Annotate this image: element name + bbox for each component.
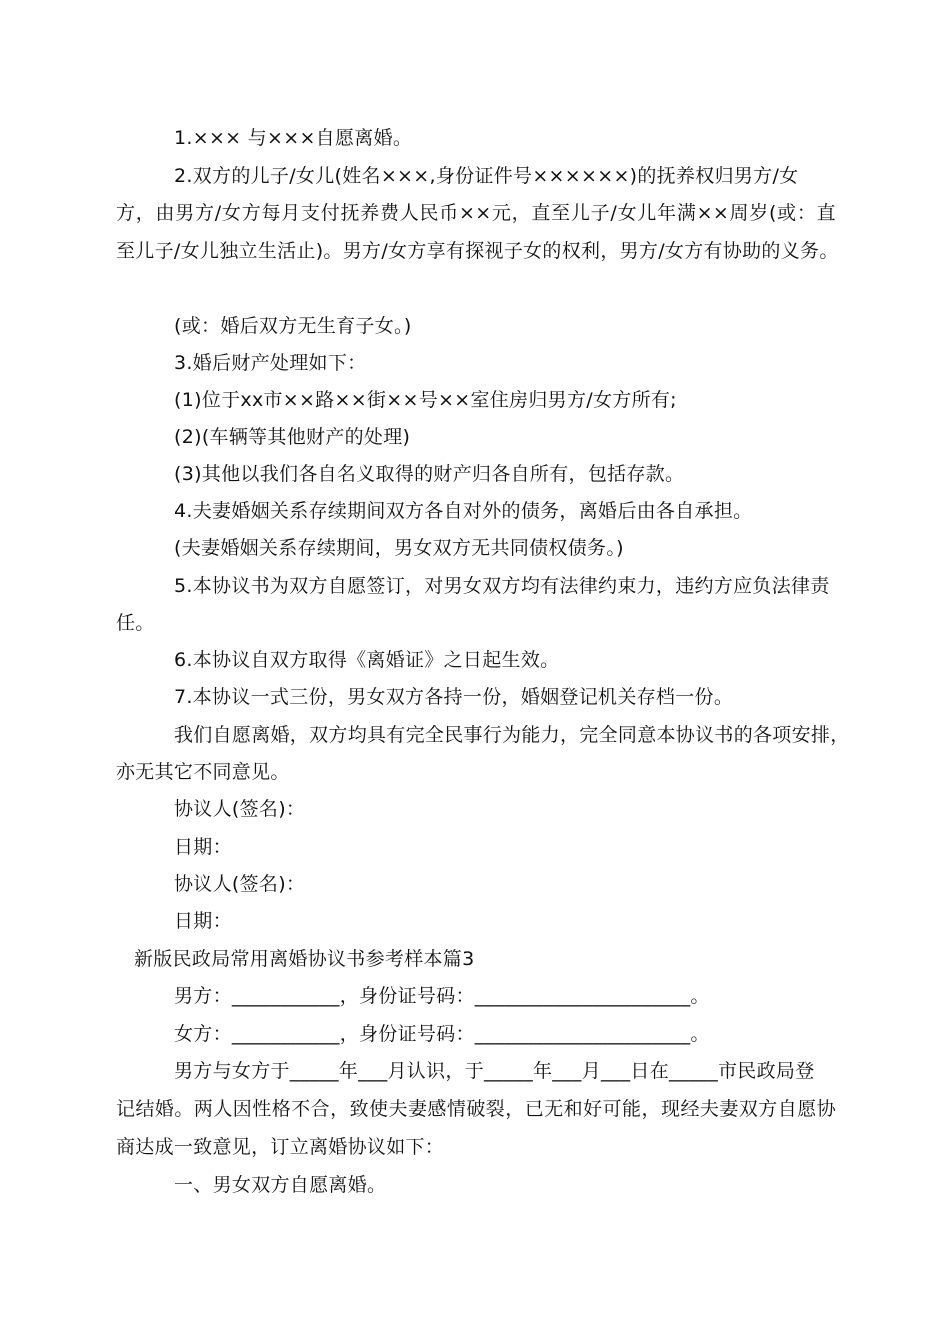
clause-3-heading: 3.婚后财产处理如下： — [174, 352, 367, 374]
clause-7: 7.本协议一式三份，男女双方各持一份，婚姻登记机关存档一份。 — [174, 686, 734, 708]
clause-2-line-3: 至儿子/女儿独立生活止)。男方/女方享有探视子女的权利，男方/女方有协助的义务。 — [116, 240, 839, 262]
clause-2-line-2: 方，由男方/女方每月支付抚养费人民币××元，直至儿子/女儿年满××周岁(或：直 — [116, 202, 836, 224]
clause-2-alternative: (或：婚后双方无生育子女。) — [174, 315, 412, 337]
date-label-1: 日期： — [174, 836, 232, 858]
clause-6: 6.本协议自双方取得《离婚证》之日起生效。 — [174, 649, 560, 671]
clause-5-line-1: 5.本协议书为双方自愿签订，对男女双方均有法律约束力，违约方应负法律责 — [174, 575, 830, 597]
signature-label-2: 协议人(签名)： — [174, 873, 306, 895]
clause-3-item-3: (3)其他以我们各自名义取得的财产归各自所有，包括存款。 — [174, 463, 685, 485]
clause-3-item-2: (2)(车辆等其他财产的处理) — [174, 426, 411, 448]
wife-info-line: 女方：___________，身份证号码：______________________。 — [174, 1023, 710, 1045]
clause-3-item-1: (1)位于xx市××路××街××号××室住房归男方/女方所有; — [174, 389, 677, 411]
marriage-line-1: 男方与女方于_____年___月认识，于_____年___月___日在_____市民政局登 — [174, 1060, 815, 1082]
clause-2-line-1: 2.双方的儿子/女儿(姓名×××,身份证件号××××××)的抚养权归男方/女 — [174, 165, 799, 187]
husband-info-line: 男方：___________，身份证号码：______________________。 — [174, 985, 710, 1007]
marriage-line-2: 记结婚。两人因性格不合，致使夫妻感情破裂，已无和好可能，现经夫妻双方自愿协 — [116, 1098, 836, 1120]
declaration-line-1: 我们自愿离婚，双方均具有完全民事行为能力，完全同意本协议书的各项安排， — [174, 724, 850, 746]
clause-1: 1.××× 与×××自愿离婚。 — [174, 127, 413, 149]
date-label-2: 日期： — [174, 910, 232, 932]
clause-4-alternative: (夫妻婚姻关系存续期间，男女双方无共同债权债务。) — [174, 537, 624, 559]
clause-5-line-2: 任。 — [116, 612, 155, 634]
article-1: 一、男女双方自愿离婚。 — [174, 1174, 387, 1196]
marriage-line-3: 商达成一致意见，订立离婚协议如下： — [116, 1136, 445, 1158]
section-title: 新版民政局常用离婚协议书参考样本篇3 — [134, 948, 475, 970]
declaration-line-2: 亦无其它不同意见。 — [116, 761, 290, 783]
signature-label-1: 协议人(签名)： — [174, 798, 306, 820]
clause-4: 4.夫妻婚姻关系存续期间双方各自对外的债务，离婚后由各自承担。 — [174, 500, 753, 522]
